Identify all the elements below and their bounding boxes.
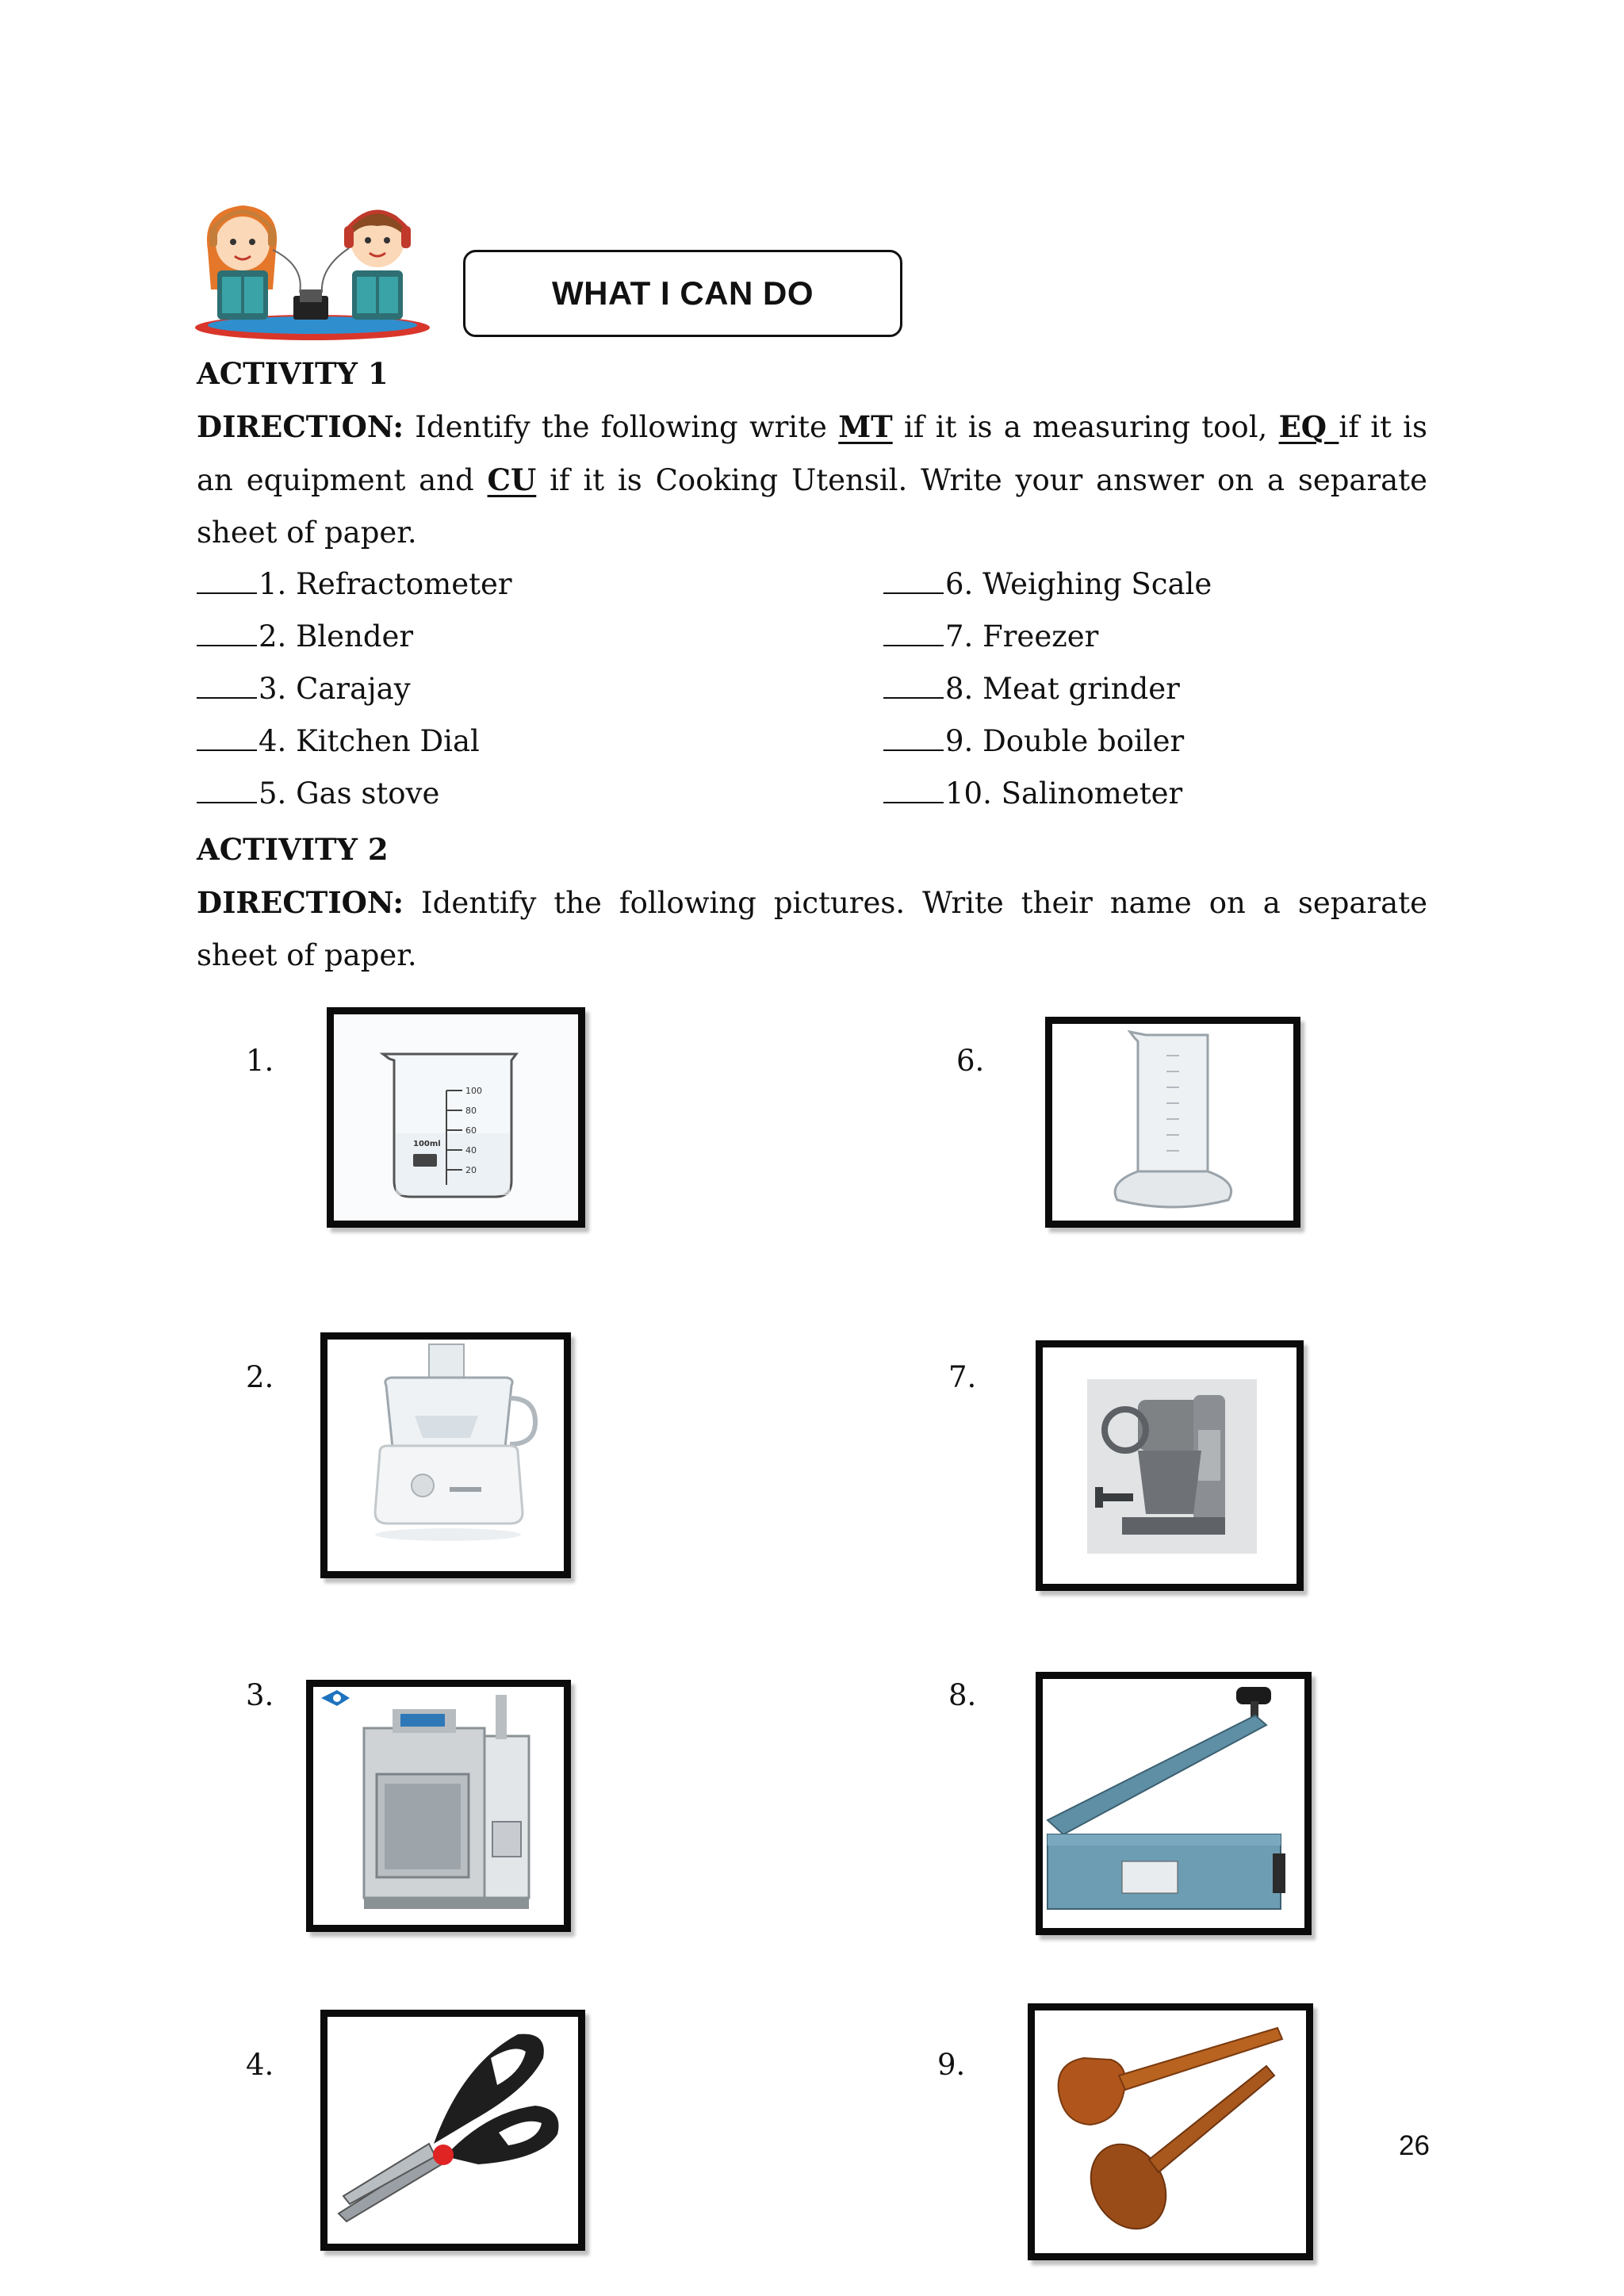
beaker-mark: 20: [465, 1165, 477, 1175]
answer-item: 5. Gas stove: [197, 768, 512, 820]
picture-kitchen-shears: [320, 2010, 585, 2251]
answer-item: 7. Freezer: [883, 611, 1212, 663]
beaker-mark: 100: [465, 1086, 482, 1096]
answer-item: 1. Refractometer: [197, 558, 512, 611]
answer-blank: [197, 801, 257, 803]
answer-item: 2. Blender: [197, 611, 512, 663]
picture-number: 2.: [246, 1360, 274, 1394]
picture-number: 1.: [246, 1044, 274, 1078]
picture-number: 7.: [948, 1360, 977, 1394]
answer-item: 9. Double boiler: [883, 715, 1212, 768]
picture-number: 3.: [246, 1678, 274, 1712]
page-number: 26: [1399, 2130, 1430, 2161]
beaker-mark: 60: [465, 1125, 477, 1136]
mt-code: MT: [838, 409, 893, 444]
activity2-direction: DIRECTION: Identify the following pictures. Write their name on a separate sheet of paper.: [197, 885, 1427, 972]
kids-reading-illustration: [193, 194, 431, 341]
beaker-mark: 100ml: [413, 1140, 441, 1148]
picture-smokehouse: [306, 1680, 571, 1932]
activity2-heading: ACTIVITY 2: [197, 832, 389, 867]
picture-number: 6.: [956, 1044, 985, 1078]
activity1-direction: DIRECTION: Identify the following write MT if it is a measuring tool, EQ if it is an equipment and CU if it is Cooking Utensil. Write your answer on a separate sheet of paper.: [197, 409, 1427, 550]
picture-impulse-sealer: [1036, 1672, 1312, 1935]
answer-blank: [883, 644, 944, 646]
picture-number: 8.: [948, 1678, 977, 1712]
answer-item: 8. Meat grinder: [883, 663, 1212, 715]
answer-blank: [197, 592, 257, 594]
picture-number: 4.: [246, 2048, 274, 2082]
answer-item: 3. Carajay: [197, 663, 512, 715]
picture-graduated-cylinder: [1045, 1017, 1300, 1228]
answer-blank: [883, 592, 944, 594]
answer-item: 6. Weighing Scale: [883, 558, 1212, 611]
picture-food-processor: [320, 1332, 571, 1578]
direction-label: DIRECTION:: [197, 885, 404, 920]
answer-blank: [883, 749, 944, 751]
beaker-mark: 40: [465, 1145, 477, 1156]
picture-canning-machine: [1036, 1340, 1304, 1591]
section-title: WHAT I CAN DO: [463, 250, 902, 337]
picture-wooden-spoons: [1028, 2003, 1313, 2260]
direction-label: DIRECTION:: [197, 409, 404, 444]
answer-item: 10. Salinometer: [883, 768, 1212, 820]
answer-blank: [883, 801, 944, 803]
answer-blank: [197, 696, 257, 699]
answer-item: 4. Kitchen Dial: [197, 715, 512, 768]
activity1-heading: ACTIVITY 1: [197, 356, 389, 391]
answer-blank: [197, 644, 257, 646]
beaker-mark: 80: [465, 1106, 477, 1116]
picture-beaker: [327, 1007, 585, 1228]
cu-code: CU: [487, 462, 537, 497]
eq-code: EQ: [1278, 409, 1339, 444]
answer-blank: [883, 696, 944, 699]
answer-blank: [197, 749, 257, 751]
items-right-column: [883, 558, 1212, 820]
items-left-column: [197, 558, 512, 820]
picture-number: 9.: [937, 2048, 966, 2082]
